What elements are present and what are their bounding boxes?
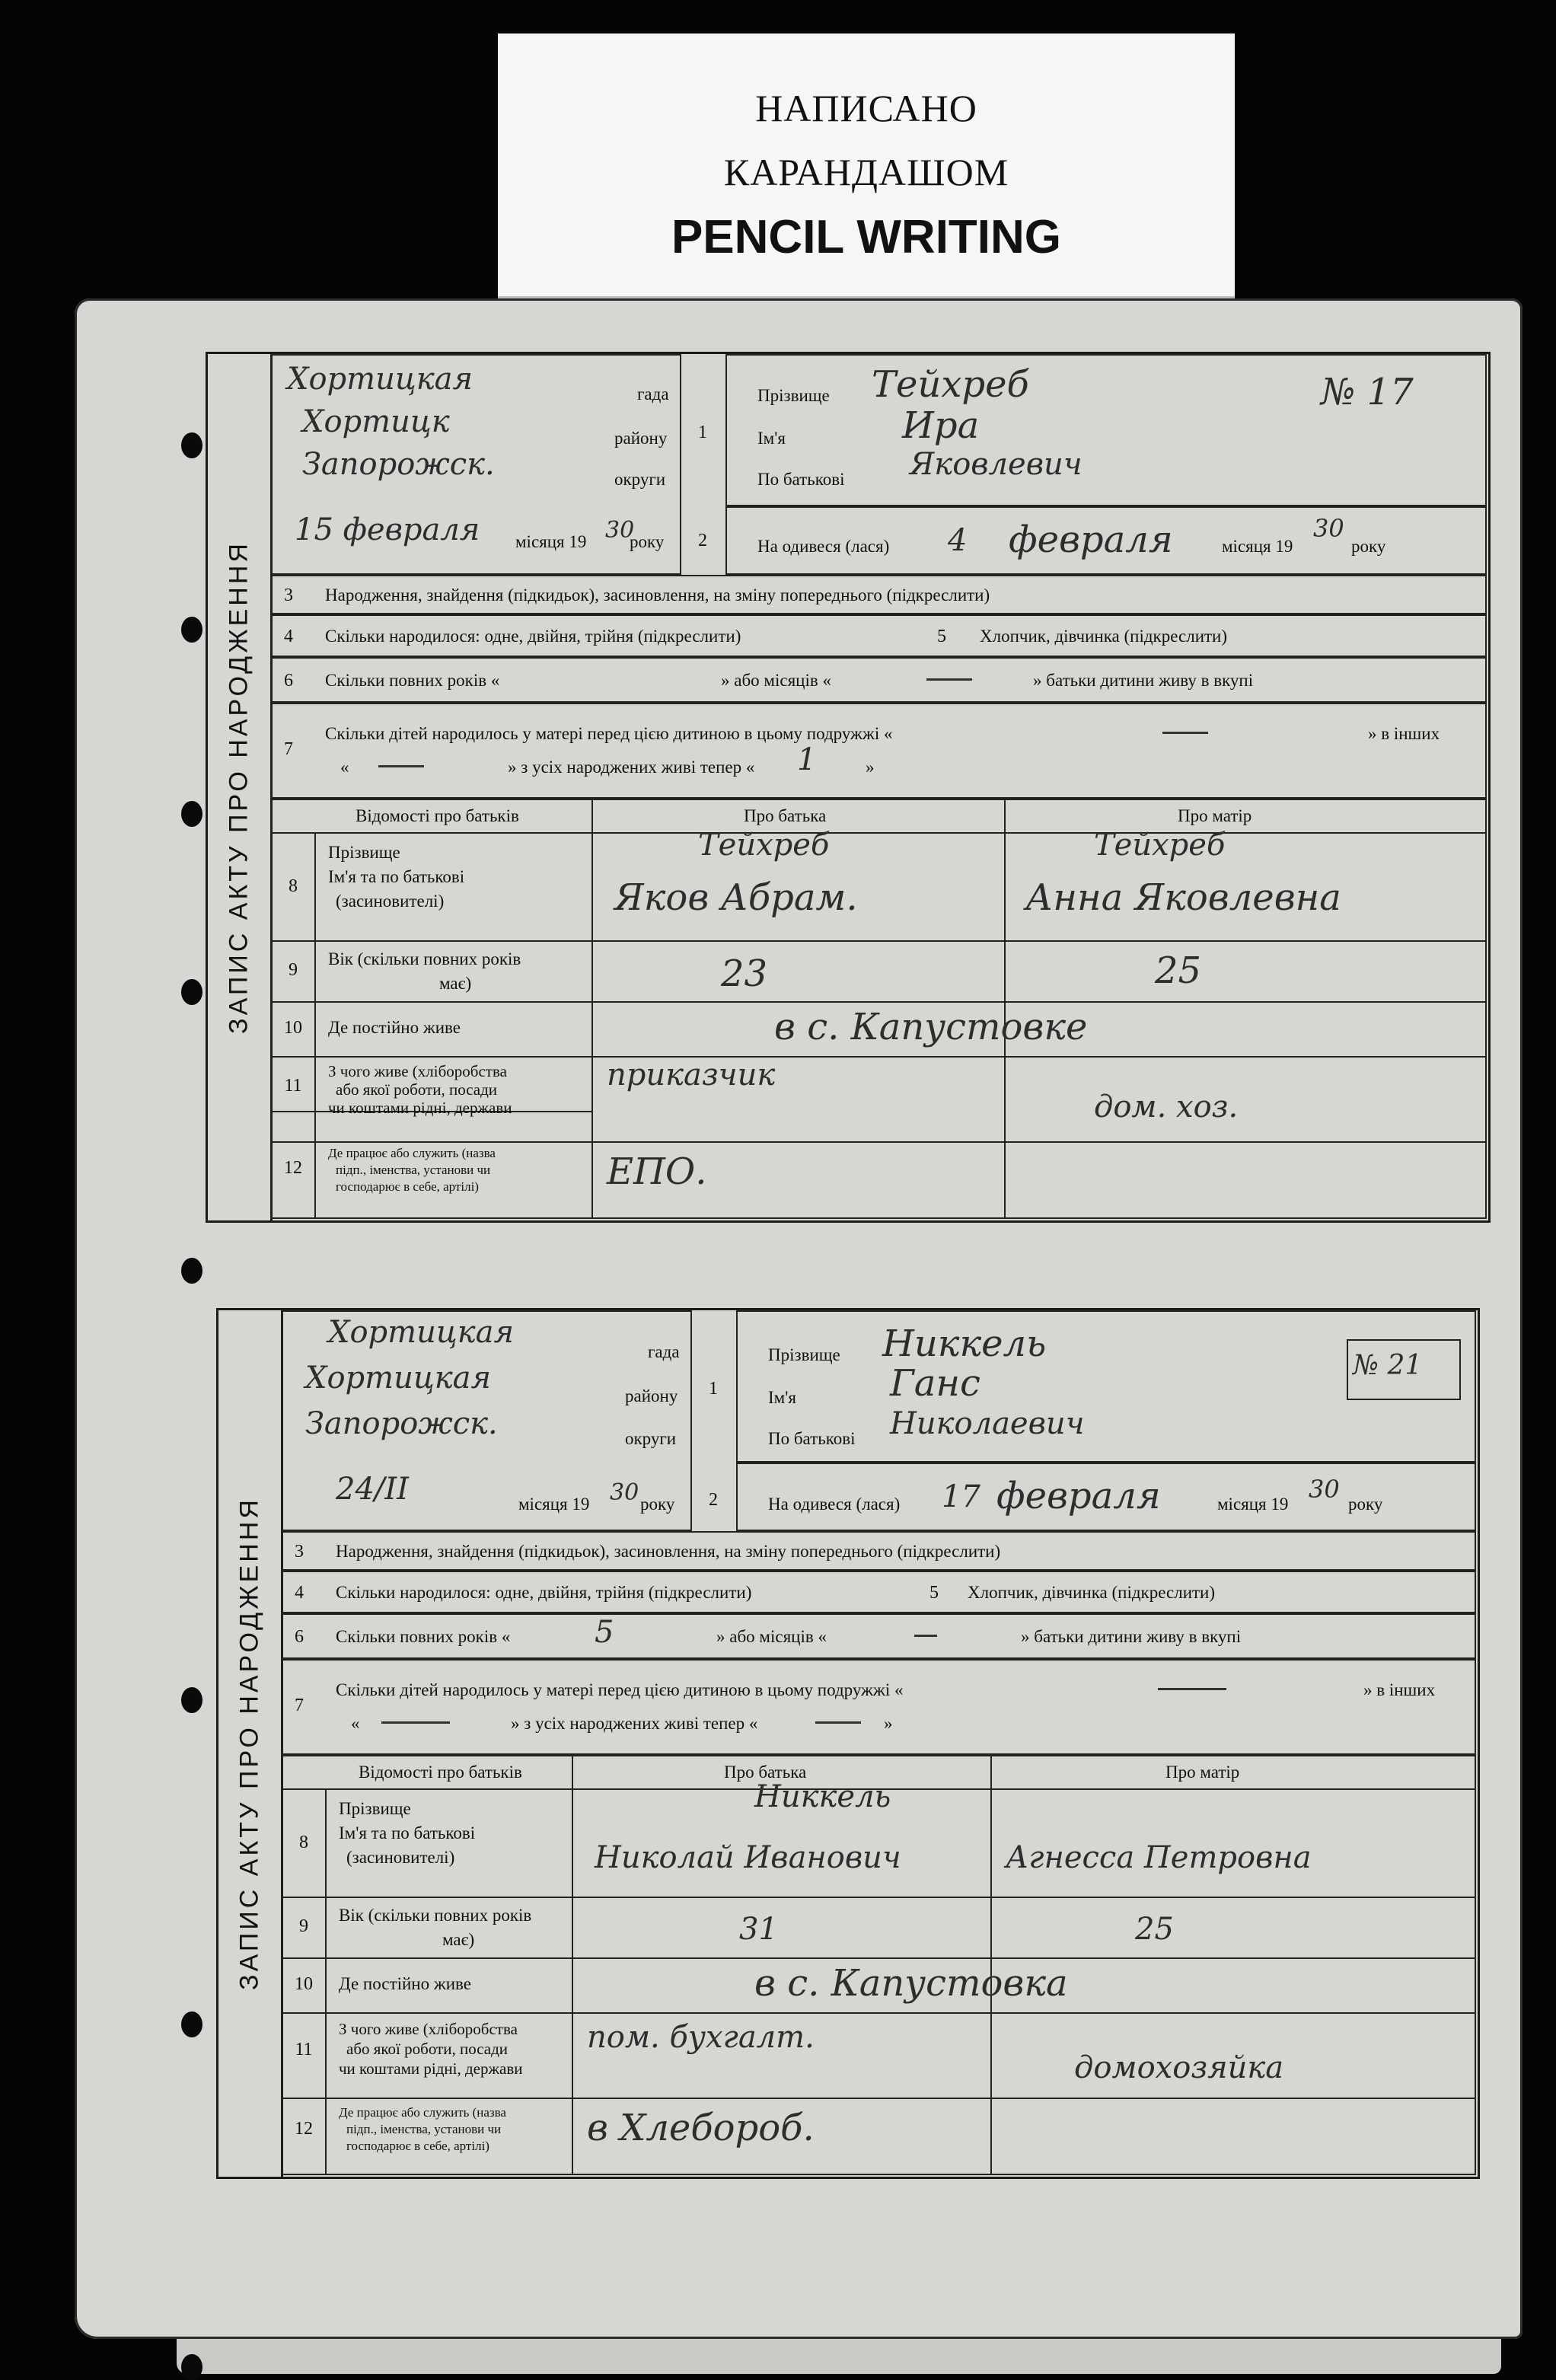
residence-handwriting: в с. Капустовке xyxy=(774,1006,1088,1048)
years-together-handwriting: 5 xyxy=(595,1615,614,1650)
birth-roku-label: року xyxy=(1348,1495,1383,1514)
raion-handwriting: Хортицкая xyxy=(305,1361,491,1396)
r9-label-a: Вік (скільки повних років xyxy=(328,949,521,968)
row-7-label-d: » з усіх народжених живі тепер « xyxy=(511,1714,758,1733)
r9-label-b: має) xyxy=(442,1930,475,1949)
gada-label: гада xyxy=(648,1342,680,1361)
row-num-1: 1 xyxy=(709,1379,718,1399)
registration-year-handwriting: 30 xyxy=(605,517,635,544)
record-side-title: ЗАПИС АКТУ ПРО НАРОДЖЕННЯ xyxy=(208,354,273,1220)
dash-mark xyxy=(815,1721,861,1724)
row-6-label-c: » батьки дитини живу в вкупі xyxy=(1033,671,1254,690)
row-7-label-c: « xyxy=(340,758,349,777)
punch-hole xyxy=(181,801,202,827)
record-number-handwriting: № 17 xyxy=(1321,371,1414,413)
row-6: 6 Скільки повних років « 5 » або місяців « » батьки дитини живу в вкупі xyxy=(281,1613,1476,1659)
patronymic-handwriting: Николаевич xyxy=(890,1406,1085,1441)
child-name-block xyxy=(725,354,1487,506)
r11-label-a: З чого живе (хліборобства xyxy=(328,1062,507,1080)
city-handwriting: Хортицкая xyxy=(328,1315,514,1350)
father-age-handwriting: 23 xyxy=(721,952,768,995)
r11-label-b: або якої роботи, посади xyxy=(336,1080,498,1099)
r8-label-a: Прізвище xyxy=(328,843,400,862)
dash-mark xyxy=(926,678,972,681)
birth-date-block xyxy=(725,506,1487,575)
row-7: 7 Скільки дітей народилось у матері перед цією дитиною в цьому подружжі « » в інших « » з усіх народжених живі тепер « 1 » xyxy=(270,703,1487,799)
gada-label: гада xyxy=(637,384,669,404)
father-workplace-handwriting: в Хлебороб. xyxy=(587,2107,815,2149)
row-4-label: Скільки народилося: одне, двійня, трійня (підкреслити) xyxy=(336,1583,752,1602)
row-7-label-c: « xyxy=(351,1714,360,1733)
raion-handwriting: Хортицк xyxy=(302,404,450,439)
row-7-label-e: » xyxy=(884,1714,893,1733)
born-alive-handwriting: 1 xyxy=(797,742,817,777)
row-6-label-b: » або місяців « xyxy=(721,671,831,690)
row-7-label-a: Скільки дітей народилось у матері перед цією дитиною в цьому подружжі « xyxy=(325,724,893,743)
dash-mark xyxy=(1158,1688,1226,1690)
r9-label-a: Вік (скільки повних років xyxy=(339,1906,532,1925)
mother-occupation-handwriting: домохозяйка xyxy=(1074,2050,1284,2085)
raionu-label: району xyxy=(614,429,668,448)
r12-label-a: Де працює або служить (назва xyxy=(339,2105,506,2120)
r11-label-b: або якої роботи, посади xyxy=(346,2040,509,2058)
name-handwriting: Ганс xyxy=(890,1362,980,1405)
okrug-handwriting: Запорожск. xyxy=(305,1406,498,1441)
patronymic-handwriting: Яковлевич xyxy=(910,447,1083,482)
birth-date-label: На одивеся (лася) xyxy=(768,1495,901,1514)
father-surname-handwriting: Тейхреб xyxy=(698,828,830,863)
row-7: 7 Скільки дітей народилось у матері перед цією дитиною в цьому подружжі « » в інших « » з усіх народжених живі тепер « » xyxy=(281,1659,1476,1755)
father-occupation-handwriting: приказчик xyxy=(607,1058,776,1093)
row-5-label: Хлопчик, дівчинка (підкреслити) xyxy=(980,627,1228,646)
punch-hole xyxy=(181,1687,202,1713)
raionu-label: району xyxy=(625,1386,678,1405)
okrug-handwriting: Запорожск. xyxy=(302,447,495,482)
r12-label-b: підп., іменства, установи чи xyxy=(346,2122,502,2136)
r8-label-c: (засиновителі) xyxy=(336,892,445,911)
punch-hole xyxy=(181,1258,202,1284)
birth-record-1 xyxy=(206,352,1491,1223)
punch-hole xyxy=(181,617,202,643)
row-3-label: Народження, знайдення (підкидьок), засиновлення, на зміну попереднього (підкреслити) xyxy=(336,1542,1001,1561)
r8-label-b: Ім'я та по батькові xyxy=(328,867,465,886)
okrugy-label: округи xyxy=(625,1429,677,1448)
record-number-box xyxy=(1347,1339,1461,1400)
col-info-header: Відомості про батьків xyxy=(356,806,519,825)
birth-roku-label: року xyxy=(1351,537,1386,556)
col-father-header: Про батька xyxy=(724,1763,807,1782)
row-4: 4 Скільки народилося: одне, двійня, трійня (підкреслити) 5 Хлопчик, дівчинка (підкреслити) xyxy=(270,614,1487,657)
birth-record-2 xyxy=(216,1308,1480,2179)
record-side-title: ЗАПИС АКТУ ПРО НАРОДЖЕННЯ xyxy=(218,1310,283,2177)
row-7-label-d: » з усіх народжених живі тепер « xyxy=(508,758,755,777)
r11-label-c: чи коштами рідні, держави xyxy=(328,1099,512,1117)
surname-handwriting: Тейхреб xyxy=(872,363,1029,406)
father-workplace-handwriting: ЕПО. xyxy=(607,1150,707,1193)
mother-surname-handwriting: Тейхреб xyxy=(1094,828,1226,863)
r12-label-c: господарює в себе, артілі) xyxy=(346,2139,489,2153)
birth-month-label: місяця 19 xyxy=(1217,1495,1289,1514)
row-3: 3 Народження, знайдення (підкидьок), засиновлення, на зміну попереднього (підкреслити) xyxy=(281,1531,1476,1571)
r8-label-a: Прізвище xyxy=(339,1799,411,1818)
mother-name-handwriting: Анна Яковлевна xyxy=(1025,876,1341,919)
parents-table: Відомості про батьків Про батька Про матір 8 Прізвище Ім'я та по батькові (засиновителі) Никкель Николай Иванович Агнесса Петровна 9 Вік (скільки повних років має) 31 25 10 Де постійно живе в с. Капустовка 11 З чого живе (хліборобства або якої роботи, посади чи коштами рідні, держави пом. бухгалт. домохозяйка 12 Де працює або служить (назва підп., іменства, установи чи господарює в себе, артілі) в Хлебороб. xyxy=(281,1755,1476,2175)
label-line-1: НАПИСАНО xyxy=(755,87,977,129)
mother-age-handwriting: 25 xyxy=(1135,1912,1174,1947)
row-7-label-e: » xyxy=(866,758,875,777)
place-block xyxy=(281,1310,692,1531)
label-line-3: PENCIL WRITING xyxy=(671,211,1062,263)
row-6-label-a: Скільки повних років « xyxy=(336,1627,511,1646)
father-name-handwriting: Яков Абрам. xyxy=(614,876,858,919)
roku-label: року xyxy=(630,532,665,551)
col-father-header: Про батька xyxy=(744,806,827,825)
row-3: 3 Народження, знайдення (підкидьок), засиновлення, на зміну попереднього (підкреслити) xyxy=(270,575,1487,614)
punch-hole xyxy=(181,432,202,458)
dash-mark xyxy=(381,1721,450,1724)
row-7-label-b: » в інших xyxy=(1363,1680,1436,1699)
label-line-2: КАРАНДАШОМ xyxy=(723,151,1009,193)
birth-day-handwriting: 17 xyxy=(942,1479,980,1514)
month-year-label: місяця 19 xyxy=(515,532,587,551)
birth-date-label: На одивеся (лася) xyxy=(757,537,890,556)
row-7-label-a: Скільки дітей народилось у матері перед цією дитиною в цьому подружжі « xyxy=(336,1680,904,1699)
parents-table: Відомості про батьків Про батька Про матір 8 Прізвище Ім'я та по батькові (засиновителі) Тейхреб Тейхреб Яков Абрам. Анна Яковлевна 9 Вік (скільки повних років має) 23 25 10 Де постійно живе в с. Капустовке 11 З чого живе (хліборобства або якої роботи, посади чи коштами рідні, держави приказчик дом. хоз. 12 Де працює або служить (назва підп., іменства, установи чи господарює в себе, артілі) ЕПО. xyxy=(270,799,1487,1219)
r8-label-c: (засиновителі) xyxy=(346,1848,455,1867)
dash-mark xyxy=(378,765,424,767)
city-handwriting: Хортицкая xyxy=(287,362,473,397)
col-mother-header: Про матір xyxy=(1165,1763,1240,1782)
surname-handwriting: Никкель xyxy=(882,1322,1047,1365)
r8-label-b: Ім'я та по батькові xyxy=(339,1823,476,1842)
row-6-label-b: » або місяців « xyxy=(716,1627,827,1646)
birth-month-handwriting: февраля xyxy=(996,1475,1161,1517)
punch-hole xyxy=(181,2354,202,2380)
col-mother-header: Про матір xyxy=(1178,806,1252,825)
name-handwriting: Ира xyxy=(902,404,980,447)
registration-date-handwriting: 24/II xyxy=(336,1472,409,1507)
surname-label: Прізвище xyxy=(757,386,830,405)
r12-label-b: підп., іменства, установи чи xyxy=(336,1163,491,1177)
r11-label-a: З чого живе (хліборобства xyxy=(339,2020,518,2038)
row-num-1: 1 xyxy=(698,423,707,442)
punch-hole xyxy=(181,2012,202,2037)
birth-day-handwriting: 4 xyxy=(948,523,968,558)
birth-month-label: місяця 19 xyxy=(1222,537,1293,556)
dash-mark xyxy=(1162,732,1208,734)
name-label: Ім'я xyxy=(768,1388,796,1407)
okrugy-label: округи xyxy=(614,470,666,489)
r12-label-c: господарює в себе, артілі) xyxy=(336,1179,479,1194)
patronymic-label: По батькові xyxy=(757,470,845,489)
roku-label: року xyxy=(640,1495,675,1514)
registration-date-handwriting: 15 февраля xyxy=(295,512,480,547)
month-year-label: місяця 19 xyxy=(518,1495,590,1514)
r12-label-a: Де працює або служить (назва xyxy=(328,1146,496,1160)
patronymic-label: По батькові xyxy=(768,1429,856,1448)
surname-label: Прізвище xyxy=(768,1345,840,1364)
father-name-handwriting: Николай Иванович xyxy=(595,1840,901,1875)
col-info-header: Відомості про батьків xyxy=(359,1763,522,1782)
father-surname-handwriting: Никкель xyxy=(754,1779,891,1814)
row-num-2: 2 xyxy=(698,531,707,550)
row-6-label-a: Скільки повних років « xyxy=(325,671,500,690)
registration-year-handwriting: 30 xyxy=(610,1479,639,1506)
birth-month-handwriting: февраля xyxy=(1009,518,1173,561)
mother-age-handwriting: 25 xyxy=(1155,949,1202,992)
r10-label: Де постійно живе xyxy=(339,1974,471,1993)
child-name-block xyxy=(736,1310,1476,1463)
mother-occupation-handwriting: дом. хоз. xyxy=(1094,1090,1239,1125)
father-age-handwriting: 31 xyxy=(739,1912,778,1947)
row-5-label: Хлопчик, дівчинка (підкреслити) xyxy=(968,1583,1216,1602)
mother-name-handwriting: Агнесса Петровна xyxy=(1006,1840,1312,1875)
place-block xyxy=(270,354,681,575)
row-7-label-b: » в інших xyxy=(1368,724,1440,743)
row-num-2: 2 xyxy=(709,1490,718,1510)
residence-handwriting: в с. Капустовка xyxy=(754,1962,1068,2005)
dash-mark xyxy=(914,1635,937,1637)
name-label: Ім'я xyxy=(757,429,786,448)
r10-label: Де постійно живе xyxy=(328,1018,461,1037)
r9-label-b: має) xyxy=(439,974,472,993)
row-4: 4 Скільки народилося: одне, двійня, трійня (підкреслити) 5 Хлопчик, дівчинка (підкреслити) xyxy=(281,1571,1476,1613)
r11-label-c: чи коштами рідні, держави xyxy=(339,2059,523,2078)
row-6: 6 Скільки повних років « » або місяців « » батьки дитини живу в вкупі xyxy=(270,657,1487,703)
birth-date-block xyxy=(736,1463,1476,1531)
birth-year-handwriting: 30 xyxy=(1313,514,1344,543)
archive-label xyxy=(498,33,1235,298)
record-number-handwriting: № 21 xyxy=(1353,1350,1423,1381)
row-4-label: Скільки народилося: одне, двійня, трійня (підкреслити) xyxy=(325,627,741,646)
punch-hole xyxy=(181,979,202,1005)
row-3-label: Народження, знайдення (підкидьок), засиновлення, на зміну попереднього (підкреслити) xyxy=(325,585,990,605)
father-occupation-handwriting: пом. бухгалт. xyxy=(587,2020,815,2055)
birth-year-handwriting: 30 xyxy=(1309,1475,1340,1504)
row-6-label-c: » батьки дитини живу в вкупі xyxy=(1021,1627,1242,1646)
